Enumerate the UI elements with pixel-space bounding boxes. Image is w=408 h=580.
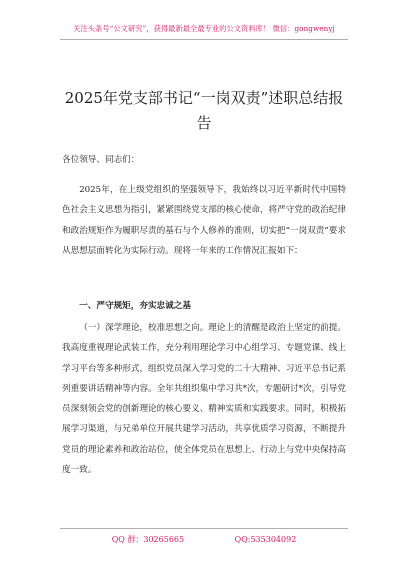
- footer-qq-group: QQ 群：30265665: [111, 535, 185, 544]
- salutation: 各位领导、同志们：: [62, 155, 140, 165]
- footer-contacts: [0, 534, 408, 545]
- footer-divider: [60, 528, 348, 529]
- section-heading-1: 一、严守规矩，夯实忠诚之基: [79, 301, 191, 311]
- body-paragraph-2: （一）深学理论，校准思想之向。理论上的清醒是政治上坚定的前提。我高度重视理论武装工作，充分利用理论学习中心组学习、专题党课、线上学习平台等多种形式，组织党员深入学习党的二十大精神、习近平总书记系列重要讲话精神等内容。全年共组织集中学习共*次，专题研讨*次，引导党员深刻领会党的创新理论的核心要义、精神实质和实践要求。同时，积极拓展学习渠道，与兄弟单位开展共建学习活动，共享优质学习资源，不断提升党员的理论素养和政治站位，使全体党员在思想上、行动上与党中央保持高度一致。: [62, 323, 346, 476]
- header-divider: [60, 39, 348, 40]
- header-banner: 关注头条号“公文研究”，获得最新最全最专业的公文资料库！ 微信：gongwenyj: [73, 24, 335, 33]
- document-title: 2025年党支部书记“一岗双责”述职总结报告: [64, 89, 344, 132]
- body-paragraph-1: 2025年，在上级党组织的坚强领导下，我始终以习近平新时代中国特色社会主义思想为指引，紧紧围绕党支部的核心使命，将严守党的政治纪律和政治规矩作为履职尽责的基石与个人修养的准则，切实把“一岗双责”要求从思想层面转化为实际行动。现将一年来的工作情况汇报如下：: [62, 185, 346, 256]
- footer-qq-number: QQ:535304092: [234, 535, 297, 544]
